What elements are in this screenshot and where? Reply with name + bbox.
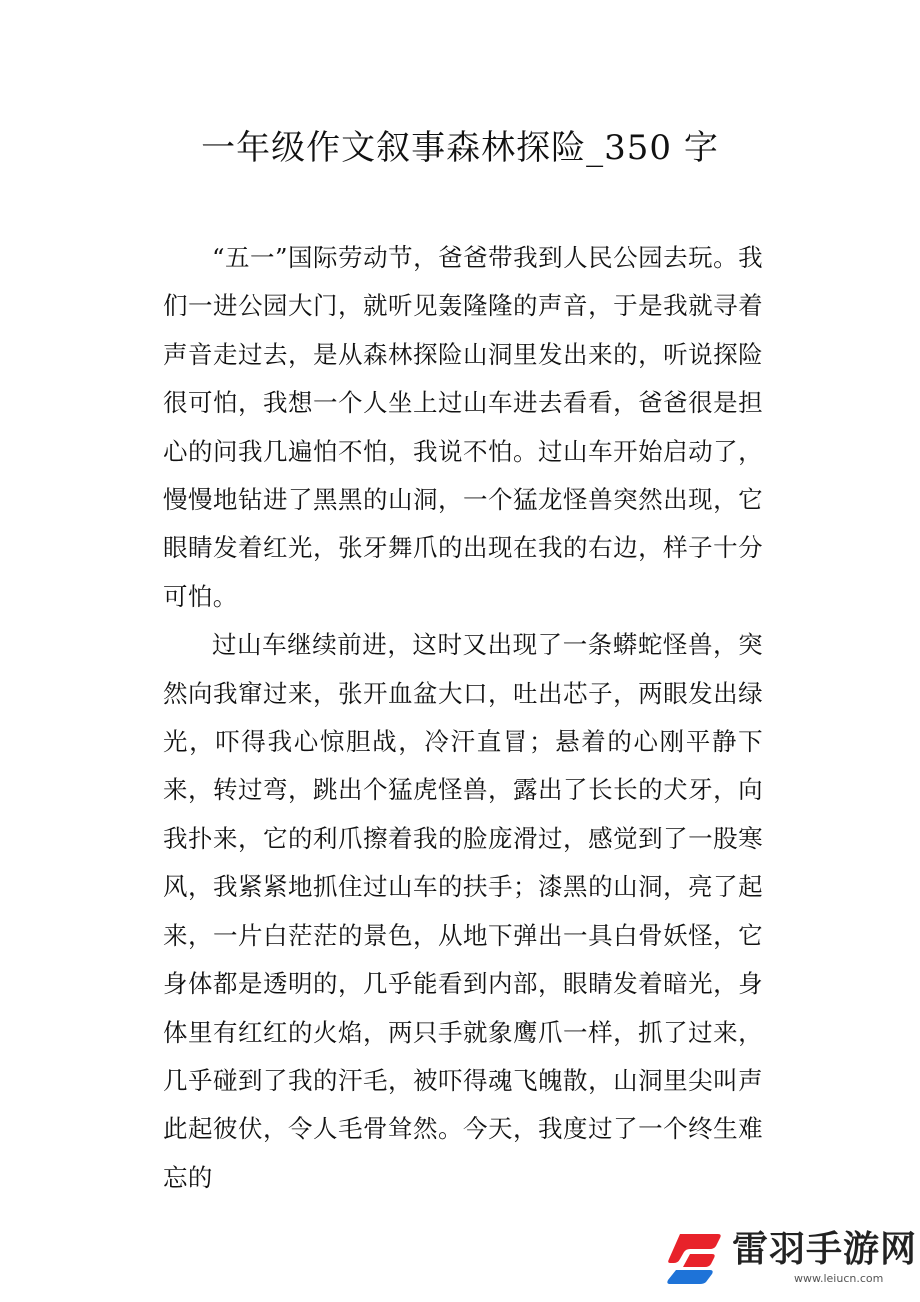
site-watermark xyxy=(666,1224,918,1290)
document-body xyxy=(163,234,763,1202)
paragraph-2: 过山车继续前进，这时又出现了一条蟒蛇怪兽，突然向我窜过来，张开血盆大口，吐出芯子，两眼发出绿光，吓得我心惊胆战，冷汗直冒；悬着的心刚平静下来，转过弯，跳出个猛虎怪兽，露出了长长的犬牙，向我扑来，它的利爪擦着我的脸庞滑过，感觉到了一股寒风，我紧紧地抓住过山车的扶手；漆黑的山洞，亮了起来，一片白茫茫的景色，从地下弹出一具白骨妖怪，它身体都是透明的，几乎能看到内部，眼睛发着暗光，身体里有红红的火焰，两只手就象鹰爪一样，抓了过来，几乎碰到了我的汗毛，被吓得魂飞魄散，山洞里尖叫声此起彼伏，令人毛骨耸然。今天，我度过了一个终生难忘的 xyxy=(163,630,763,1192)
document-title: 一年级作文叙事森林探险_350 字 xyxy=(201,128,719,168)
site-url: www.leiucn.com xyxy=(794,1272,884,1285)
paragraph-1: “五一”国际劳动节，爸爸带我到人民公园去玩。我们一进公园大门，就听见轰隆隆的声音，于是我就寻着声音走过去，是从森林探险山洞里发出来的，听说探险很可怕，我想一个人坐上过山车进去看看，爸爸很是担心的问我几遍怕不怕，我说不怕。过山车开始启动了，慢慢地钻进了黑黑的山洞，一个猛龙怪兽突然出现，它眼睛发着红光，张牙舞爪的出现在我的右边，样子十分可怕。 xyxy=(163,243,763,611)
site-logo-icon xyxy=(666,1228,726,1286)
site-name: 雷羽手游网 xyxy=(732,1229,918,1270)
